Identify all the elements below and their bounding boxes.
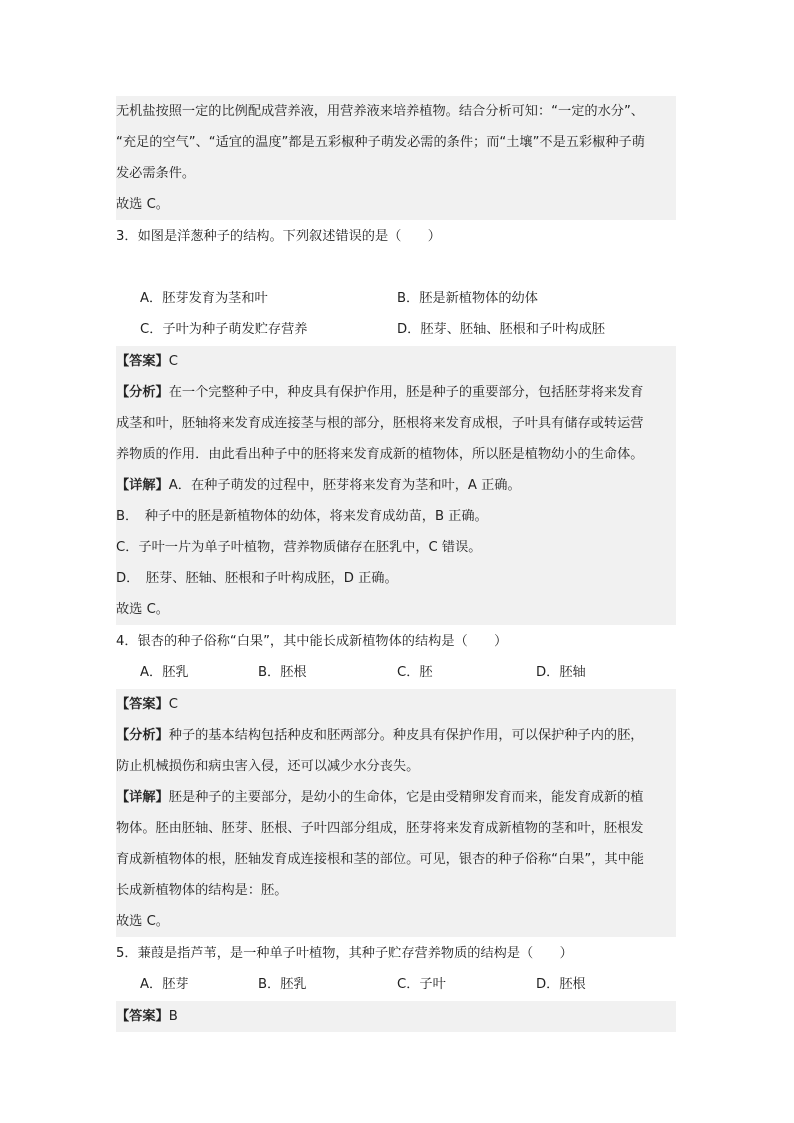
q4-analysis-line [116,720,676,751]
answer-value: C [168,697,178,712]
q4-option-d: D．胚轴 [536,665,586,680]
q4-analysis-line: 防止机械损伤和病虫害入侵，还可以减少水分丧失。 [116,751,676,782]
question-4-stem: 4．银杏的种子俗称“白果”，其中能长成新植物体的结构是（ ） [116,634,508,649]
q5-option-d: D．胚根 [536,977,586,992]
q5-option-b: B．胚乳 [258,977,307,992]
q3-detail-line: D． 胚芽、胚轴、胚根和子叶构成胚，D 正确。 [116,563,676,594]
analysis-text: 种子的基本结构包括种皮和胚两部分。种皮具有保护作用，可以保护种子内的胚， [168,728,644,743]
q5-option-c: C．子叶 [397,977,446,992]
q3-detail-line: B． 种子中的胚是新植物体的幼体，将来发育成幼苗，B 正确。 [116,501,676,532]
detail-text: A．在种子萌发的过程中，胚芽将来发育为茎和叶，A 正确。 [168,478,521,493]
q3-option-c: C．子叶为种子萌发贮存营养 [140,322,308,337]
q3-analysis-line: 成茎和叶，胚轴将来发育成连接茎与根的部分，胚根将来发育成根，子叶具有储存或转运营 [116,408,676,439]
q4-detail-line: 育成新植物体的根，胚轴发育成连接根和茎的部位。可见，银杏的种子俗称“白果”，其中能 [116,844,676,875]
paragraph-line: “充足的空气”、“适宜的温度”都是五彩椒种子萌发必需的条件；而“土壤”不是五彩椒种子萌 [116,127,676,158]
question-5-stem: 5．蒹葭是指芦苇，是一种单子叶植物，其种子贮存营养物质的结构是（ ） [116,946,573,961]
detail-text: 胚是种子的主要部分，是幼小的生命体，它是由受精卵发育而来，能发育成新的植 [168,790,644,805]
q3-analysis-line [116,377,676,408]
answer-value: C [168,354,178,369]
q5-answer [116,1001,676,1032]
q4-conclusion: 故选 C。 [116,906,676,937]
q4-detail-line: 长成新植物体的结构是：胚。 [116,875,676,906]
analysis-tag: 【分析】 [116,728,169,743]
paragraph-line: 发必需条件。 [116,158,676,189]
q4-answer [116,689,676,720]
answer-tag: 【答案】 [116,697,169,712]
q5-option-a: A．胚芽 [140,977,189,992]
q3-conclusion: 故选 C。 [116,594,676,625]
q4-option-c: C．胚 [397,665,433,680]
q3-detail-line [116,470,676,501]
q4-detail-line [116,782,676,813]
paragraph-line: 无机盐按照一定的比例配成营养液，用营养液来培养植物。结合分析可知：“一定的水分”、 [116,96,676,127]
q3-answer [116,346,676,377]
analysis-text: 在一个完整种子中，种皮具有保护作用，胚是种子的重要部分，包括胚芽将来发育 [168,385,644,400]
analysis-tag: 【分析】 [116,385,169,400]
q4-option-a: A．胚乳 [140,665,189,680]
detail-tag: 【详解】 [116,790,169,805]
q4-detail-line: 物体。胚由胚轴、胚芽、胚根、子叶四部分组成，胚芽将来发育成新植物的茎和叶，胚根发 [116,813,676,844]
q3-detail-line: C．子叶一片为单子叶植物，营养物质储存在胚乳中，C 错误。 [116,532,676,563]
conclusion-line: 故选 C。 [116,189,676,220]
q3-option-d: D．胚芽、胚轴、胚根和子叶构成胚 [397,322,605,337]
detail-tag: 【详解】 [116,478,169,493]
question-3-stem: 3．如图是洋葱种子的结构。下列叙述错误的是（ ） [116,229,441,244]
q3-option-b: B．胚是新植物体的幼体 [397,291,538,306]
answer-tag: 【答案】 [116,354,169,369]
q3-analysis-line: 养物质的作用．由此看出种子中的胚将来发育成新的植物体，所以胚是植物幼小的生命体。 [116,439,676,470]
q4-option-b: B．胚根 [258,665,307,680]
answer-tag: 【答案】 [116,1009,169,1024]
q3-option-a: A．胚芽发育为茎和叶 [140,291,268,306]
answer-value: B [168,1009,178,1024]
